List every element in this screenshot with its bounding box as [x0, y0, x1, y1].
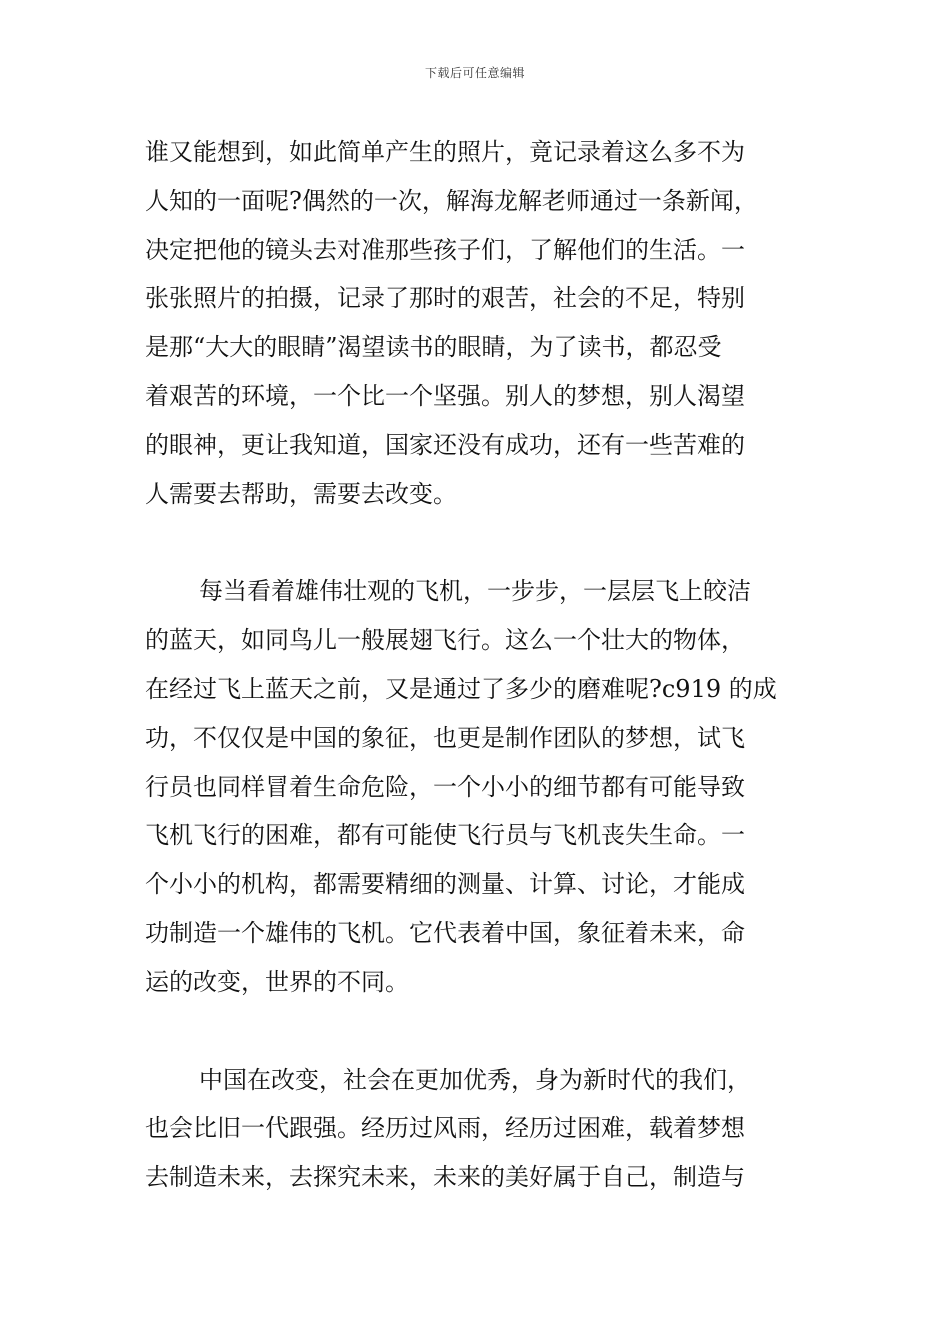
text-line: 谁又能想到，如此简单产生的照片，竟记录着这么多不为 — [145, 138, 745, 166]
text-line: 飞机飞行的困难，都有可能使飞行员与飞机丧失生命。一 — [145, 821, 745, 850]
text-line: 决定把他的镜头去对准那些孩子们，了解他们的生活。一 — [145, 235, 745, 264]
page-header: 下载后可任意编辑 — [424, 66, 525, 80]
text-line: 中国在改变，社会在更加优秀，身为新时代的我们， — [199, 1065, 751, 1094]
text-line: 是那“大大的眼睛”渴望读书的眼睛，为了读书，都忍受 — [145, 333, 722, 362]
text-line: 每当看着雄伟壮观的飞机，一步步，一层层飞上皎洁 — [199, 577, 751, 606]
paragraph-3 — [145, 1056, 805, 1202]
text-line: 也会比旧一代跟强。经历过风雨，经历过困难，载着梦想 — [145, 1114, 745, 1143]
text-line: 功制造一个雄伟的飞机。它代表着中国，象征着未来，命 — [145, 918, 745, 947]
paragraph-2 — [145, 567, 805, 1006]
text-line: 的眼神，更让我知道，国家还没有成功，还有一些苦难的 — [145, 430, 745, 459]
text-line: 人需要去帮助，需要去改变。 — [145, 479, 457, 508]
text-line: 运的改变，世界的不同。 — [145, 967, 409, 996]
text-line: 的蓝天，如同鸟儿一般展翅飞行。这么一个壮大的物体， — [145, 626, 745, 655]
paragraph-spacer — [145, 1007, 805, 1056]
text-line: 人知的一面呢?偶然的一次，解海龙解老师通过一条新闻， — [145, 186, 758, 215]
text-line: 在经过飞上蓝天之前，又是通过了多少的磨难呢?c919 的成 — [145, 674, 777, 703]
paragraph-1 — [145, 128, 805, 518]
paragraph-spacer — [145, 518, 805, 567]
text-line: 行员也同样冒着生命危险，一个小小的细节都有可能导致 — [145, 772, 745, 801]
document-body — [145, 128, 805, 1202]
text-line: 个小小的机构，都需要精细的测量、计算、讨论，才能成 — [145, 870, 745, 899]
text-line: 去制造未来，去探究未来，未来的美好属于自己，制造与 — [145, 1163, 745, 1192]
text-line: 功，不仅仅是中国的象征，也更是制作团队的梦想，试飞 — [145, 723, 745, 752]
text-line: 着艰苦的环境，一个比一个坚强。别人的梦想，别人渴望 — [145, 381, 745, 410]
text-line: 张张照片的拍摄，记录了那时的艰苦，社会的不足，特别 — [145, 284, 745, 313]
